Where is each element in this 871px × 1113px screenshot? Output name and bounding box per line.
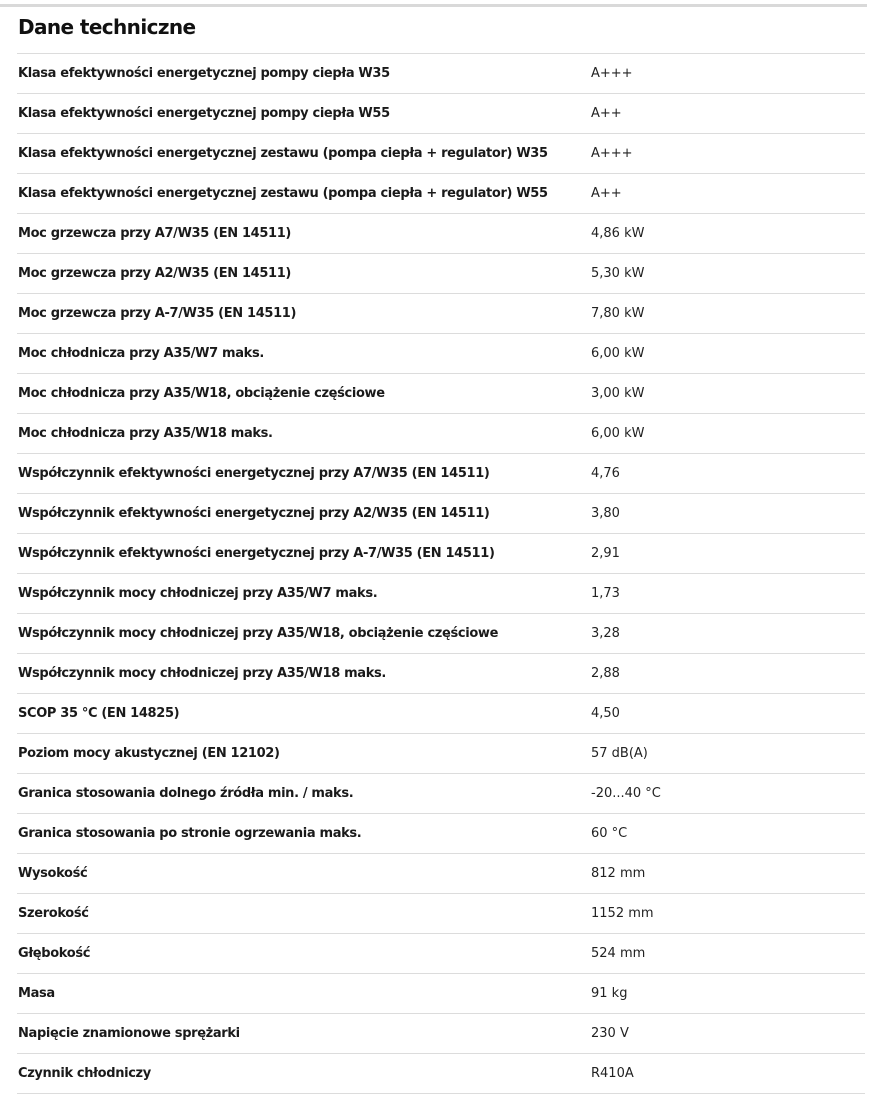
spec-value: R410A xyxy=(591,1066,634,1081)
spec-value: 1,73 xyxy=(591,586,620,601)
spec-value: 5,30 kW xyxy=(591,266,645,281)
spec-row xyxy=(17,534,865,574)
spec-value: A+++ xyxy=(591,66,633,81)
spec-label: Granica stosowania dolnego źródła min. / maks. xyxy=(18,786,354,801)
spec-value: 812 mm xyxy=(591,866,646,881)
spec-row xyxy=(17,814,865,854)
spec-value: 6,00 kW xyxy=(591,426,645,441)
spec-label: Moc grzewcza przy A2/W35 (EN 14511) xyxy=(18,266,292,281)
spec-row xyxy=(17,1014,865,1054)
spec-value: 6,00 kW xyxy=(591,346,645,361)
spec-row xyxy=(17,734,865,774)
spec-label: Klasa efektywności energetycznej zestawu (pompa ciepła + regulator) W35 xyxy=(18,146,548,161)
spec-row xyxy=(17,1054,865,1094)
spec-row xyxy=(17,294,865,334)
spec-label: Moc chłodnicza przy A35/W18 maks. xyxy=(18,426,273,441)
spec-value: 91 kg xyxy=(591,986,628,1001)
spec-value: 7,80 kW xyxy=(591,306,645,321)
spec-row xyxy=(17,254,865,294)
spec-label: Współczynnik mocy chłodniczej przy A35/W18 maks. xyxy=(18,666,386,681)
spec-label: Szerokość xyxy=(18,906,89,921)
spec-row xyxy=(17,54,865,94)
spec-value: 2,88 xyxy=(591,666,620,681)
spec-label: Klasa efektywności energetycznej pompy ciepła W35 xyxy=(18,66,390,81)
spec-row xyxy=(17,614,865,654)
spec-value: 60 °C xyxy=(591,826,628,841)
spec-row xyxy=(17,374,865,414)
spec-label: Moc grzewcza przy A-7/W35 (EN 14511) xyxy=(18,306,297,321)
spec-value: 3,00 kW xyxy=(591,386,645,401)
spec-value: 4,50 xyxy=(591,706,620,721)
spec-row xyxy=(17,214,865,254)
top-divider xyxy=(0,4,867,7)
spec-row xyxy=(17,974,865,1014)
spec-row xyxy=(17,694,865,734)
spec-value: 3,28 xyxy=(591,626,620,641)
spec-label: Głębokość xyxy=(18,946,91,961)
spec-label: Współczynnik mocy chłodniczej przy A35/W7 maks. xyxy=(18,586,378,601)
spec-label: Moc grzewcza przy A7/W35 (EN 14511) xyxy=(18,226,292,241)
spec-label: Masa xyxy=(18,986,55,1001)
section-title: Dane techniczne xyxy=(18,15,196,39)
spec-value: A+++ xyxy=(591,146,633,161)
spec-row xyxy=(17,654,865,694)
spec-label: Klasa efektywności energetycznej pompy ciepła W55 xyxy=(18,106,390,121)
spec-label: Moc chłodnicza przy A35/W7 maks. xyxy=(18,346,264,361)
spec-value: 4,86 kW xyxy=(591,226,645,241)
spec-value: 4,76 xyxy=(591,466,620,481)
spec-row xyxy=(17,494,865,534)
spec-row xyxy=(17,894,865,934)
spec-value: A++ xyxy=(591,106,622,121)
spec-label: Klasa efektywności energetycznej zestawu (pompa ciepła + regulator) W55 xyxy=(18,186,548,201)
spec-label: Poziom mocy akustycznej (EN 12102) xyxy=(18,746,280,761)
spec-value: 3,80 xyxy=(591,506,620,521)
spec-row xyxy=(17,774,865,814)
spec-label: Napięcie znamionowe sprężarki xyxy=(18,1026,240,1041)
spec-row xyxy=(17,454,865,494)
spec-label: Współczynnik efektywności energetycznej przy A7/W35 (EN 14511) xyxy=(18,466,490,481)
spec-label: Czynnik chłodniczy xyxy=(18,1066,151,1081)
spec-label: Wysokość xyxy=(18,866,88,881)
spec-label: Współczynnik mocy chłodniczej przy A35/W18, obciążenie częściowe xyxy=(18,626,499,641)
spec-value: 524 mm xyxy=(591,946,646,961)
spec-row xyxy=(17,934,865,974)
spec-label: Moc chłodnicza przy A35/W18, obciążenie częściowe xyxy=(18,386,385,401)
spec-label: Granica stosowania po stronie ogrzewania maks. xyxy=(18,826,362,841)
spec-value: 2,91 xyxy=(591,546,620,561)
spec-row xyxy=(17,334,865,374)
spec-value: -20...40 °C xyxy=(591,786,661,801)
spec-row xyxy=(17,574,865,614)
spec-value: 57 dB(A) xyxy=(591,746,648,761)
spec-label: SCOP 35 °C (EN 14825) xyxy=(18,706,180,721)
spec-value: A++ xyxy=(591,186,622,201)
spec-row xyxy=(17,134,865,174)
spec-label: Współczynnik efektywności energetycznej przy A2/W35 (EN 14511) xyxy=(18,506,490,521)
spec-row xyxy=(17,414,865,454)
spec-value: 230 V xyxy=(591,1026,629,1041)
spec-table xyxy=(17,53,865,1094)
spec-row xyxy=(17,94,865,134)
spec-row xyxy=(17,854,865,894)
spec-label: Współczynnik efektywności energetycznej przy A-7/W35 (EN 14511) xyxy=(18,546,495,561)
spec-value: 1152 mm xyxy=(591,906,654,921)
spec-row xyxy=(17,174,865,214)
